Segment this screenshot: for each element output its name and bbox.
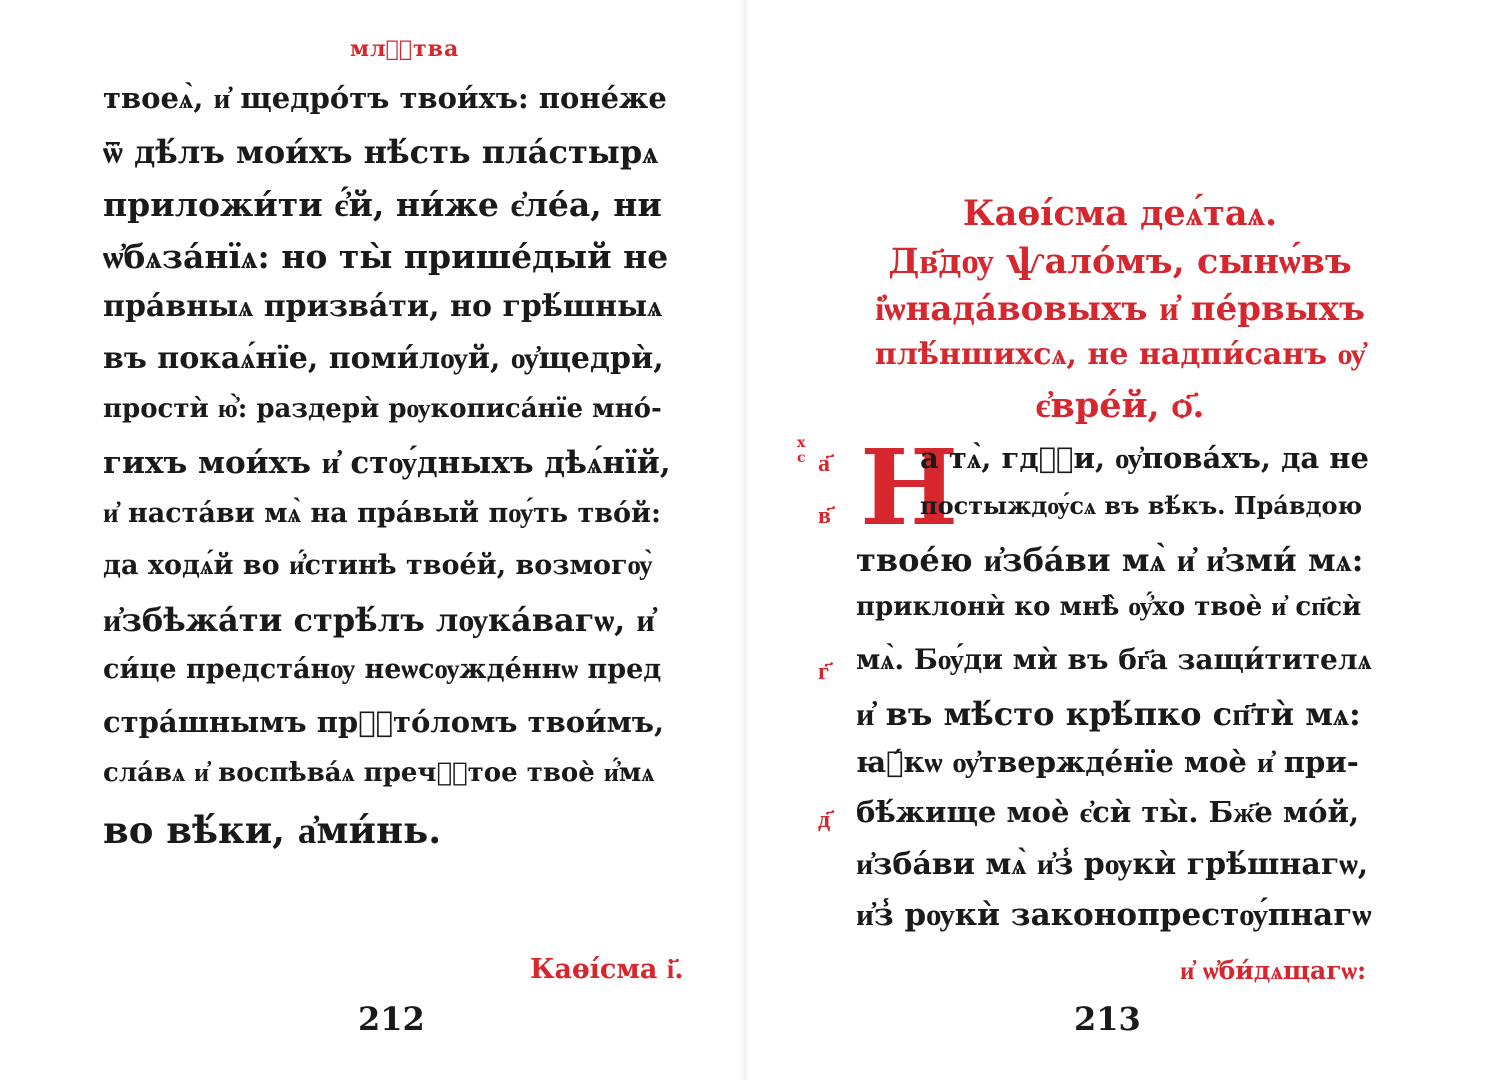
body-line: и҆зба́ви мѧ̀ и҆з̾ рѹкѝ грѣ́шнагѡ, xyxy=(856,847,1369,882)
psalm-heading-line: плѣ́ншихсѧ, не надпи́санъ ѹ҆ xyxy=(874,337,1366,372)
verse-number: а҃ xyxy=(818,448,830,477)
body-line: и҆збѣжа́ти стрѣ́лъ лѹка́вагѡ, и҆ xyxy=(103,601,655,639)
body-line: ꙗ҆́кѡ ѹ҆твержде́нїе моѐ и҆ при- xyxy=(856,745,1359,779)
body-line: пра́вныѧ призва́ти, но грѣ́шныѧ xyxy=(103,289,663,324)
drop-cap: Н xyxy=(860,426,959,549)
psalm-heading-line: і҆ѡнада́вовыхъ и҆ пе́рвыхъ xyxy=(874,289,1366,329)
body-line: мѧ̀. Бѹ́ди мѝ въ бг҃а защи́тителѧ xyxy=(856,643,1372,676)
body-line: простѝ ю҆̀: раздерѝ рѹкописа́нїе мно́- xyxy=(103,394,662,424)
verse-number: д҃ xyxy=(818,804,831,833)
page-number: 213 xyxy=(1074,1000,1141,1038)
catchword: Каѳі́сма і҃. xyxy=(530,954,684,985)
kathisma-title: Каѳі́сма деѧ́таѧ. xyxy=(962,193,1278,234)
verse-number: в҃ xyxy=(818,500,831,529)
body-line: и҆з̾ рѹкѝ законопрестѹ́пнагѡ xyxy=(856,897,1372,933)
body-line: твоеѧ̀, и҆ щедро́тъ твои́хъ: поне́же xyxy=(103,81,667,115)
verse-number: г҃ xyxy=(818,656,829,685)
body-line: да ходѧ́й во и҆́стинѣ твое́й, возмогѹ̀ xyxy=(103,550,653,581)
psalm-heading-line: є҆вре́й, ѻ҃. xyxy=(1035,385,1205,426)
chorus-marker: х с xyxy=(797,435,806,467)
body-line: ѡ҆бѧза́нїѧ: но ты̀ прише́дый не xyxy=(103,237,669,276)
catchword: и҆ ѡ҆би́дѧщагѡ: xyxy=(1180,956,1367,985)
body-line: стра́шнымъ прⷭ҇то́ломъ твои́мъ, xyxy=(103,705,665,739)
body-line: постыждѹ́сѧ въ вѣ́къ. Пра́вдою xyxy=(920,491,1363,520)
body-line: сла́вѧ и҆ воспѣва́ѧ пречⷭ҇тое твоѐ и҆́мѧ xyxy=(103,758,655,788)
page-number: 212 xyxy=(358,1000,425,1038)
body-line: гихъ мои́хъ и҆ стѹ́дныхъ дѣѧ́нїй, xyxy=(103,445,671,481)
body-line: приложи́ти є҆́й, ни́же є҆ле́а, ни xyxy=(103,185,662,224)
body-line: и҆ наста́ви мѧ̀ на пра́вый пѹ́ть тво́й: xyxy=(103,498,662,529)
body-line: и҆ въ мѣ́сто крѣ́пко сп҃тѝ мѧ: xyxy=(856,695,1361,733)
body-line: бѣ́жище моѐ є҆сѝ ты̀. Бж҃е мо́й, xyxy=(856,795,1360,829)
body-line: въ покаѧ́нїе, поми́лѹй, ѹ҆щедрѝ, xyxy=(103,341,664,376)
psalm-heading-line: Дв҃дѹ ѱало́мъ, сынѡ́въ xyxy=(888,241,1352,282)
body-line: ѿ дѣ́лъ мои́хъ нѣ́сть пла́стырѧ xyxy=(103,133,659,171)
body-line: приклонѝ ко мнѣ̀ ѹ҆́хо твоѐ и҆ сп҃сѝ xyxy=(856,592,1362,622)
body-line: а тѧ̀, гдⷭ҇и, ѹ҆пова́хъ, да не xyxy=(920,441,1369,475)
body-line: во вѣ́ки, а҆ми́нь. xyxy=(103,808,442,852)
body-line: си́це предста́нѹ неѡсѹжде́ннѡ пред xyxy=(103,654,662,685)
body-line: твое́ю и҆зба́ви мѧ̀ и҆ и҆зми́ мѧ: xyxy=(856,541,1364,579)
running-head: млⷮ҇тва xyxy=(350,36,460,62)
